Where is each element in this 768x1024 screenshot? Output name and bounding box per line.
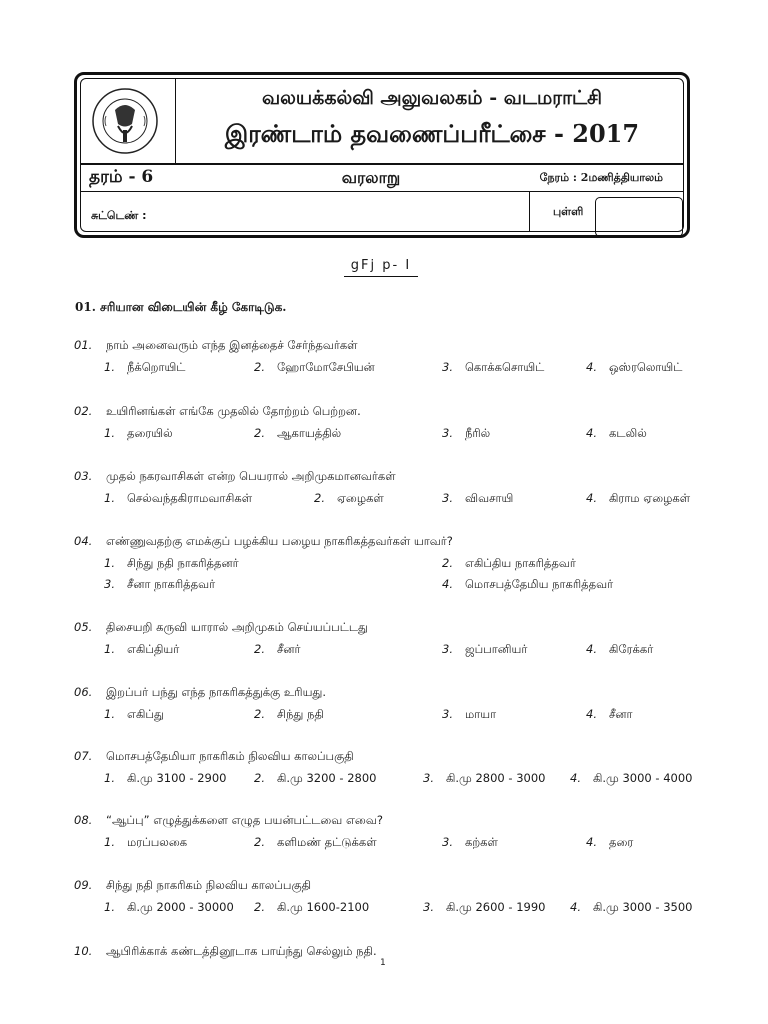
answer-option[interactable] [586,642,653,658]
option-text: ஒஸ்ரலொயிட் [608,360,683,374]
answer-option[interactable] [104,426,173,442]
question-text: உயிரினங்கள் எங்கே முதலில் தோற்றம் பெற்றன. [106,404,361,418]
answer-option[interactable] [104,360,185,376]
answer-option[interactable] [442,360,544,376]
answer-option[interactable] [442,426,490,442]
answer-option[interactable] [423,900,545,916]
question-text: “ஆப்பு” எழுத்துக்களை எழுத பயன்பட்டவை எவை? [106,813,383,827]
answer-option[interactable] [586,426,647,442]
answer-option[interactable] [442,835,498,851]
option-text: சிந்து நதி நாகரித்தனர் [126,556,239,570]
answer-option[interactable] [254,707,324,723]
option-number: 3. [442,491,453,505]
exam-header [74,72,690,238]
option-number: 2. [254,707,265,721]
answer-option[interactable] [442,642,527,658]
option-text: கி.மு 3000 - 4000 [592,771,693,785]
option-number: 3. [423,771,434,785]
option-text: கி.மு 3000 - 3500 [592,900,693,914]
option-number: 1. [104,771,115,785]
answer-option[interactable] [570,771,692,787]
option-number: 2. [254,360,265,374]
option-number: 4. [570,771,581,785]
answer-option[interactable] [586,360,682,376]
option-text: ஏழைகள் [336,491,384,505]
option-number: 3. [442,707,453,721]
question-text: இறப்பர் பந்து எந்த நாகரிகத்துக்கு உரியது. [106,685,327,699]
answer-option[interactable] [314,491,384,507]
part-title-underline [344,276,418,277]
answer-option[interactable] [442,556,576,572]
answer-option[interactable] [104,577,215,593]
answer-option[interactable] [586,491,690,507]
option-number: 3. [423,900,434,914]
option-text: சிந்து நதி [276,707,324,721]
header-divider-2 [81,191,683,192]
answer-option[interactable] [104,642,179,658]
exam-header-inner [80,78,684,232]
question-number: 03. [74,469,93,483]
option-number: 1. [104,360,115,374]
answer-option[interactable] [254,835,377,851]
answer-option[interactable] [104,491,252,507]
logo-cell [81,79,176,163]
header-divider [81,163,683,165]
answer-option[interactable] [104,707,164,723]
answer-option[interactable] [570,900,692,916]
option-text: சீனர் [276,642,301,656]
answer-option[interactable] [586,707,633,723]
question-text: முதல் நகரவாசிகள் என்ற பெயரால் அறிமுகமானவர்கள் [106,469,396,483]
question-number: 05. [74,620,93,634]
marks-divider [529,191,530,231]
answer-option[interactable] [104,835,187,851]
option-number: 1. [104,900,115,914]
option-text: நீரில் [464,426,491,440]
option-number: 2. [314,491,325,505]
option-text: எகிப்து [126,707,164,721]
office-title: வலயக்கல்வி அலுவலகம் - வடமராட்சி [261,87,603,109]
duration-label: நேரம் : 2மணித்தியாலம் [539,171,663,184]
option-text: கற்கள் [464,835,498,849]
option-text: எகிப்திய நாகரித்தவர் [464,556,576,570]
part-title: gFj p- I [350,258,412,273]
instruction: 01. சரியான விடையின் கீழ் கோடிடுக. [75,300,287,314]
question-text: எண்ணுவதற்கு எமக்குப் பழக்கிய பழைய நாகரிகத்தவர்கள் யாவர்? [106,534,453,548]
option-number: 3. [442,360,453,374]
option-text: கி.மு 1600-2100 [276,900,370,914]
option-text: ஹோமோசேபியன் [276,360,375,374]
option-text: சீனா நாகரித்தவர் [126,577,216,591]
option-number: 4. [442,577,453,591]
marks-label: புள்ளி [553,205,584,218]
option-number: 3. [442,426,453,440]
answer-option[interactable] [254,642,301,658]
option-number: 2. [254,835,265,849]
option-text: களிமண் தட்டுக்கள் [276,835,377,849]
answer-option[interactable] [254,360,375,376]
option-text: கி.மு 2800 - 3000 [445,771,546,785]
answer-option[interactable] [442,491,513,507]
option-text: விவசாயி [464,491,514,505]
option-text: கி.மு 2000 - 30000 [126,900,234,914]
option-text: கி.மு 2600 - 1990 [445,900,546,914]
option-number: 4. [586,426,597,440]
option-number: 4. [586,360,597,374]
question-number: 10. [74,944,93,958]
answer-option[interactable] [254,426,341,442]
option-text: தரை [608,835,634,849]
option-number: 2. [442,556,453,570]
option-number: 1. [104,707,115,721]
option-text: ஆகாயத்தில் [276,426,342,440]
option-text: கிராம ஏழைகள் [608,491,691,505]
question-number: 01. [74,338,93,352]
option-number: 4. [586,642,597,656]
option-text: மொசபத்தேமிய நாகரித்தவர் [464,577,614,591]
option-text: எகிப்தியர் [126,642,180,656]
option-text: கி.மு 3100 - 2900 [126,771,227,785]
option-number: 2. [254,642,265,656]
index-number-label: சுட்டெண் : [91,209,147,222]
exam-title: இரண்டாம் தவணைப்பரீட்சை - 2017 [224,119,640,148]
option-text: நீக்றொயிட் [126,360,186,374]
option-text: சீனா [608,707,633,721]
option-text: மாயா [464,707,497,721]
question-text: சிந்து நதி நாகரிகம் நிலவிய காலப்பகுதி [106,878,312,892]
option-number: 1. [104,835,115,849]
question-text: திசையறி கருவி யாரால் அறிமுகம் செய்யப்பட்டது [106,620,368,634]
answer-option[interactable] [254,900,369,916]
question-number: 09. [74,878,93,892]
zonal-education-logo [90,86,160,156]
question-number: 08. [74,813,93,827]
question-number: 06. [74,685,93,699]
option-number: 3. [442,835,453,849]
option-number: 3. [442,642,453,656]
answer-option[interactable] [254,771,376,787]
question-number: 04. [74,534,93,548]
subject-label: வரலாறு [341,168,401,187]
answer-option[interactable] [423,771,545,787]
answer-option[interactable] [104,556,239,572]
answer-option[interactable] [104,771,226,787]
page-number: 1 [380,958,386,968]
option-text: கிரேக்கர் [608,642,654,656]
option-number: 2. [254,771,265,785]
option-number: 4. [586,491,597,505]
question-number: 07. [74,749,93,763]
question-text: மொசபத்தேமியா நாகரிகம் நிலவிய காலப்பகுதி [106,749,354,763]
option-number: 1. [104,642,115,656]
option-number: 2. [254,426,265,440]
option-text: ஜப்பானியர் [464,642,528,656]
option-text: கடலில் [608,426,647,440]
answer-option[interactable] [586,835,633,851]
question-number: 02. [74,404,93,418]
option-text: தரையில் [126,426,173,440]
marks-box[interactable] [595,197,683,237]
question-text: நாம் அனைவரும் எந்த இனத்தைச் சேர்ந்தவர்கள் [106,338,358,352]
option-number: 4. [586,835,597,849]
option-text: கொக்கசொயிட் [464,360,545,374]
option-number: 4. [586,707,597,721]
answer-option[interactable] [442,707,496,723]
grade-label: தரம் - 6 [89,167,154,187]
option-number: 1. [104,426,115,440]
option-text: செல்வந்தகிராமவாசிகள் [126,491,253,505]
answer-option[interactable] [104,900,234,916]
answer-option[interactable] [442,577,613,593]
option-text: கி.மு 3200 - 2800 [276,771,377,785]
option-number: 4. [570,900,581,914]
option-text: மரப்பலகை [126,835,188,849]
option-number: 3. [104,577,115,591]
option-number: 2. [254,900,265,914]
option-number: 1. [104,491,115,505]
option-number: 1. [104,556,115,570]
question-text: ஆபிரிக்காக் கண்டத்தினூடாக பாய்ந்து செல்லும் நதி. [106,944,377,958]
